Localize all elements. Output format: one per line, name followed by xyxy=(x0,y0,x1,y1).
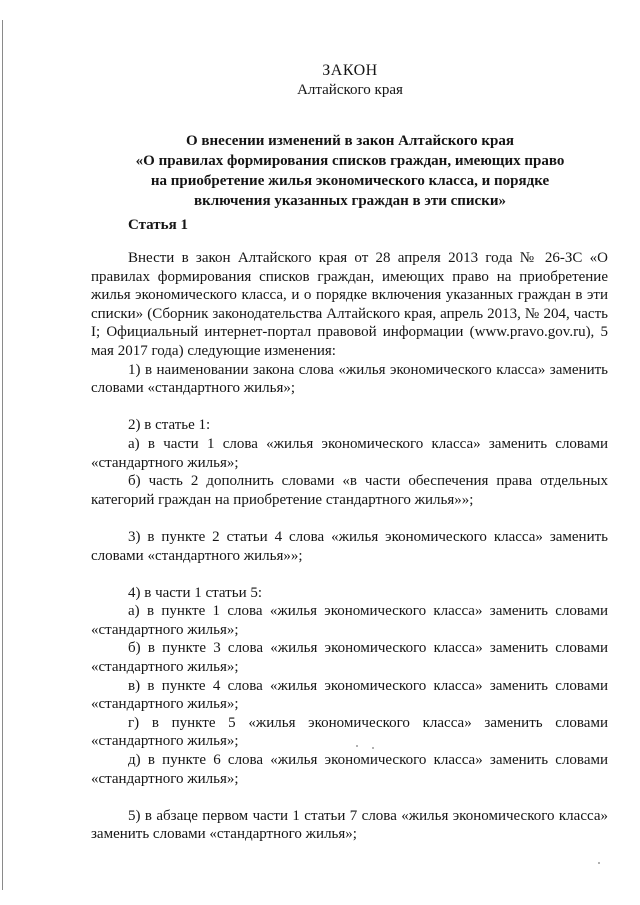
item-4b: б) в пункте 3 слова «жилья экономического класса» заменить словами «стандартного жилья»; xyxy=(91,640,608,676)
item-2a: а) в части 1 слова «жилья экономического класса» заменить словами «стандартного жилья»; xyxy=(91,435,608,471)
item-4: 4) в части 1 статьи 5: xyxy=(128,584,263,601)
item-5: 5) в абзаце первом части 1 статьи 7 слова «жилья экономического класса» заменить словами «стандартного жилья»; xyxy=(91,807,608,843)
item-1: 1) в наименовании закона слова «жилья экономического класса» заменить словами «стандартного жилья»; xyxy=(91,361,608,397)
item-2: 2) в статье 1: xyxy=(128,417,211,434)
subject-line: на приобретение жилья экономического класса, и порядке xyxy=(150,173,550,189)
article-heading: Статья 1 xyxy=(128,217,188,233)
law-title: ЗАКОН xyxy=(322,62,378,79)
item-4c: в) в пункте 4 слова «жилья экономического класса» заменить словами «стандартного жилья»; xyxy=(91,677,608,713)
law-subject xyxy=(90,131,610,211)
subject-line: включения указанных граждан в эти списки» xyxy=(194,193,506,209)
intro-paragraph: Внести в закон Алтайского края от 28 апреля 2013 года № 26-ЗС «О правилах формирования списков граждан, имеющих право на приобретение жилья экономического класса, и о порядке включения указанных граждан в эти списки» (Сборник законодательства Алтайского края, апрель 2013, № 204, часть I; Официальный интернет-портал правовой информации (www.pravo.gov.ru), 5 мая 2017 года) следующие изменения: xyxy=(91,250,608,359)
item-4a: а) в пункте 1 слова «жилья экономического класса» заменить словами «стандартного жилья»; xyxy=(91,603,608,638)
subject-line: «О правилах формирования списков граждан, имеющих право xyxy=(135,153,565,169)
scan-edge-line xyxy=(2,20,3,890)
scan-speck xyxy=(598,862,600,864)
subject-line: О внесении изменений в закон Алтайского края xyxy=(185,133,515,149)
item-3: 3) в пункте 2 статьи 4 слова «жилья экономического класса» заменить словами «стандартного жилья»»; xyxy=(91,528,608,564)
item-4e: д) в пункте 6 слова «жилья экономического класса» заменить словами «стандартного жилья»; xyxy=(91,752,608,787)
item-2b: б) часть 2 дополнить словами «в части обеспечения права отдельных категорий граждан на приобретение стандартного жилья»»; xyxy=(91,473,608,508)
article-body xyxy=(91,249,608,844)
item-4d: г) в пункте 5 «жилья экономического класса» заменить словами «стандартного жилья»; xyxy=(91,714,608,750)
law-region: Алтайского края xyxy=(297,82,403,98)
